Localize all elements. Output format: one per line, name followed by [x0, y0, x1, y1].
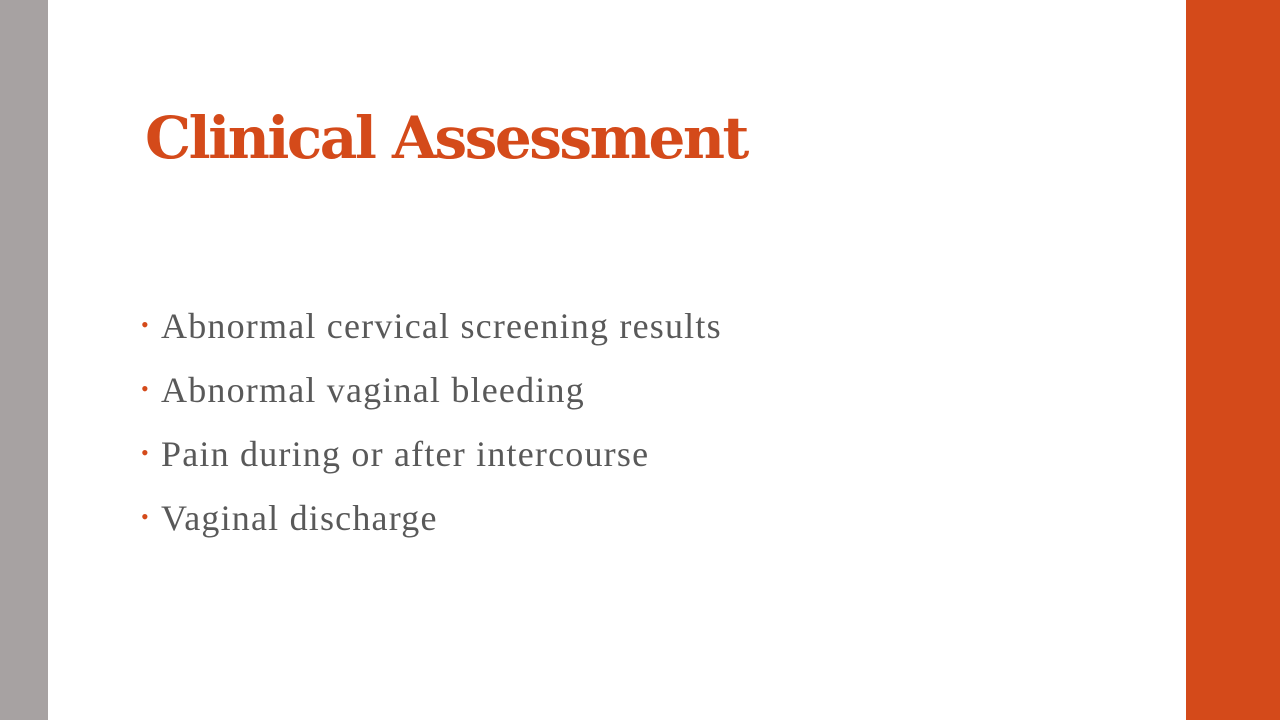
- right-accent-bar: [1186, 0, 1280, 720]
- bullet-item: [141, 495, 722, 559]
- bullet-dot-icon: •: [141, 440, 150, 465]
- left-accent-bar: [0, 0, 48, 720]
- bullet-item: [141, 367, 722, 431]
- bullet-dot-icon: •: [141, 504, 150, 529]
- bullet-text: Abnormal cervical screening results: [161, 306, 722, 346]
- bullet-text: Pain during or after intercourse: [161, 434, 650, 474]
- bullet-list: [141, 303, 722, 559]
- slide-title: Clinical Assessment: [145, 104, 747, 172]
- bullet-text: Abnormal vaginal bleeding: [161, 370, 585, 410]
- bullet-dot-icon: •: [141, 376, 150, 401]
- bullet-text: Vaginal discharge: [161, 498, 438, 538]
- bullet-item: [141, 431, 722, 495]
- bullet-dot-icon: •: [141, 312, 150, 337]
- bullet-item: [141, 303, 722, 367]
